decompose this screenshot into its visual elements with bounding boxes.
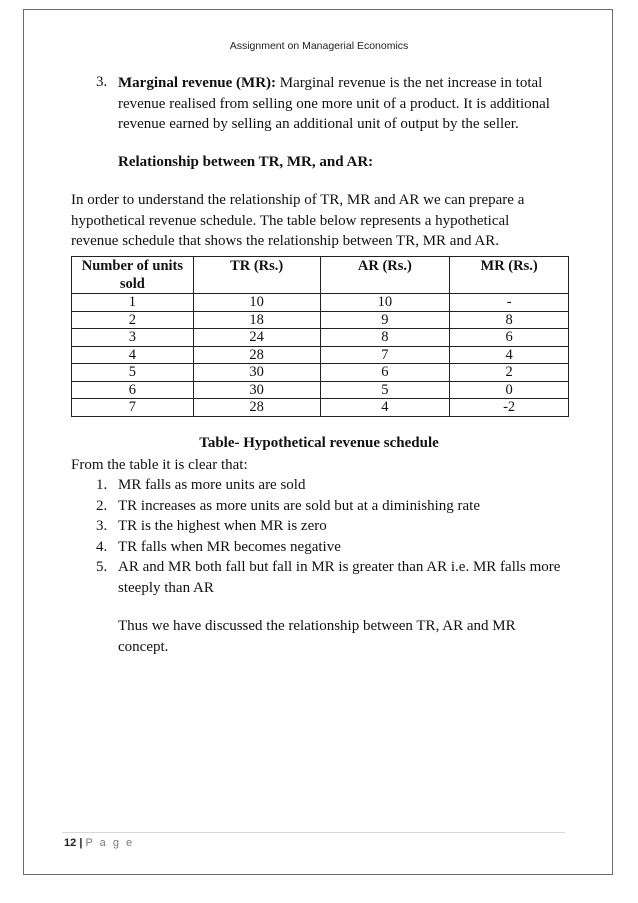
page-number: 12 bbox=[64, 837, 77, 849]
marginal-revenue-text-1: Marginal revenue is the net increase in total bbox=[276, 75, 543, 91]
list-item-1: MR falls as more units are sold bbox=[118, 477, 306, 493]
cell-mr: 4 bbox=[450, 346, 569, 364]
list-item-2: TR increases as more units are sold but at a diminishing rate bbox=[118, 498, 480, 514]
column-header-units: Number of units sold bbox=[72, 257, 194, 294]
cell-ar: 8 bbox=[320, 329, 450, 347]
table-row bbox=[72, 329, 569, 347]
list-item-5-line-2: steeply than AR bbox=[118, 580, 214, 596]
cell-tr: 28 bbox=[193, 399, 320, 417]
page-header: Assignment on Managerial Economics bbox=[229, 40, 409, 52]
cell-ar: 9 bbox=[320, 311, 450, 329]
cell-units: 4 bbox=[72, 346, 194, 364]
cell-units: 7 bbox=[72, 399, 194, 417]
table-row bbox=[72, 399, 569, 417]
cell-ar: 5 bbox=[320, 381, 450, 399]
revenue-schedule-table bbox=[71, 256, 569, 417]
table-header-row bbox=[72, 257, 569, 294]
list-item-3: TR is the highest when MR is zero bbox=[118, 518, 327, 534]
cell-mr: 6 bbox=[450, 329, 569, 347]
cell-ar: 4 bbox=[320, 399, 450, 417]
marginal-revenue-line-2: revenue realised from selling one more unit of a product. It is additional bbox=[118, 95, 550, 112]
cell-units: 6 bbox=[72, 381, 194, 399]
list-number-1: 1. bbox=[96, 477, 108, 493]
column-header-tr: TR (Rs.) bbox=[193, 257, 320, 294]
table-row bbox=[72, 311, 569, 329]
marginal-revenue-line-3: revenue earned by selling an additional unit of output by the seller. bbox=[118, 116, 519, 132]
cell-ar: 6 bbox=[320, 364, 450, 382]
cell-tr: 10 bbox=[193, 294, 320, 312]
table-row bbox=[72, 381, 569, 399]
subheading bbox=[118, 152, 373, 173]
table-row bbox=[72, 364, 569, 382]
cell-tr: 30 bbox=[193, 364, 320, 382]
intro-paragraph bbox=[71, 190, 591, 252]
marginal-revenue-line-1 bbox=[118, 73, 578, 94]
cell-ar: 10 bbox=[320, 294, 450, 312]
item-number-3: 3. bbox=[96, 74, 108, 90]
list-number-4: 4. bbox=[96, 539, 108, 555]
marginal-revenue-term: Marginal revenue (MR): bbox=[118, 75, 277, 91]
subheading-text: Relationship between TR, MR, and AR: bbox=[118, 154, 374, 170]
cell-ar: 7 bbox=[320, 346, 450, 364]
page-footer bbox=[64, 837, 134, 849]
list-number-5: 5. bbox=[96, 559, 108, 575]
intro-line-2: hypothetical revenue schedule. The table below represents a hypothetical bbox=[71, 212, 510, 229]
list-number-2: 2. bbox=[96, 498, 108, 514]
cell-tr: 28 bbox=[193, 346, 320, 364]
page-word: P a g e bbox=[85, 837, 135, 849]
conclusion-intro: From the table it is clear that: bbox=[71, 457, 248, 473]
cell-units: 1 bbox=[72, 294, 194, 312]
footer-rule bbox=[62, 832, 565, 833]
footer-separator: | bbox=[79, 837, 83, 849]
list-item-5-line-1: AR and MR both fall but fall in MR is greater than AR i.e. MR falls more bbox=[118, 559, 561, 575]
cell-tr: 24 bbox=[193, 329, 320, 347]
table-row bbox=[72, 346, 569, 364]
list-number-3: 3. bbox=[96, 518, 108, 534]
cell-units: 5 bbox=[72, 364, 194, 382]
cell-mr: -2 bbox=[450, 399, 569, 417]
intro-line-1: In order to understand the relationship of TR, MR and AR we can prepare a bbox=[71, 192, 525, 208]
table-caption: Table- Hypothetical revenue schedule bbox=[199, 435, 439, 451]
cell-units: 3 bbox=[72, 329, 194, 347]
marginal-revenue-paragraph bbox=[118, 73, 578, 135]
cell-tr: 18 bbox=[193, 311, 320, 329]
column-header-mr: MR (Rs.) bbox=[450, 257, 569, 294]
intro-line-3: revenue schedule that shows the relationship between TR, MR and AR. bbox=[71, 233, 499, 249]
column-header-ar: AR (Rs.) bbox=[320, 257, 450, 294]
cell-units: 2 bbox=[72, 311, 194, 329]
closing-line-1: Thus we have discussed the relationship between TR, AR and MR bbox=[118, 618, 516, 634]
closing-line-2: concept. bbox=[118, 639, 169, 655]
cell-mr: 8 bbox=[450, 311, 569, 329]
cell-mr: 0 bbox=[450, 381, 569, 399]
cell-mr: 2 bbox=[450, 364, 569, 382]
cell-tr: 30 bbox=[193, 381, 320, 399]
list-item-4: TR falls when MR becomes negative bbox=[118, 539, 341, 555]
table-row bbox=[72, 294, 569, 312]
cell-mr: - bbox=[450, 294, 569, 312]
